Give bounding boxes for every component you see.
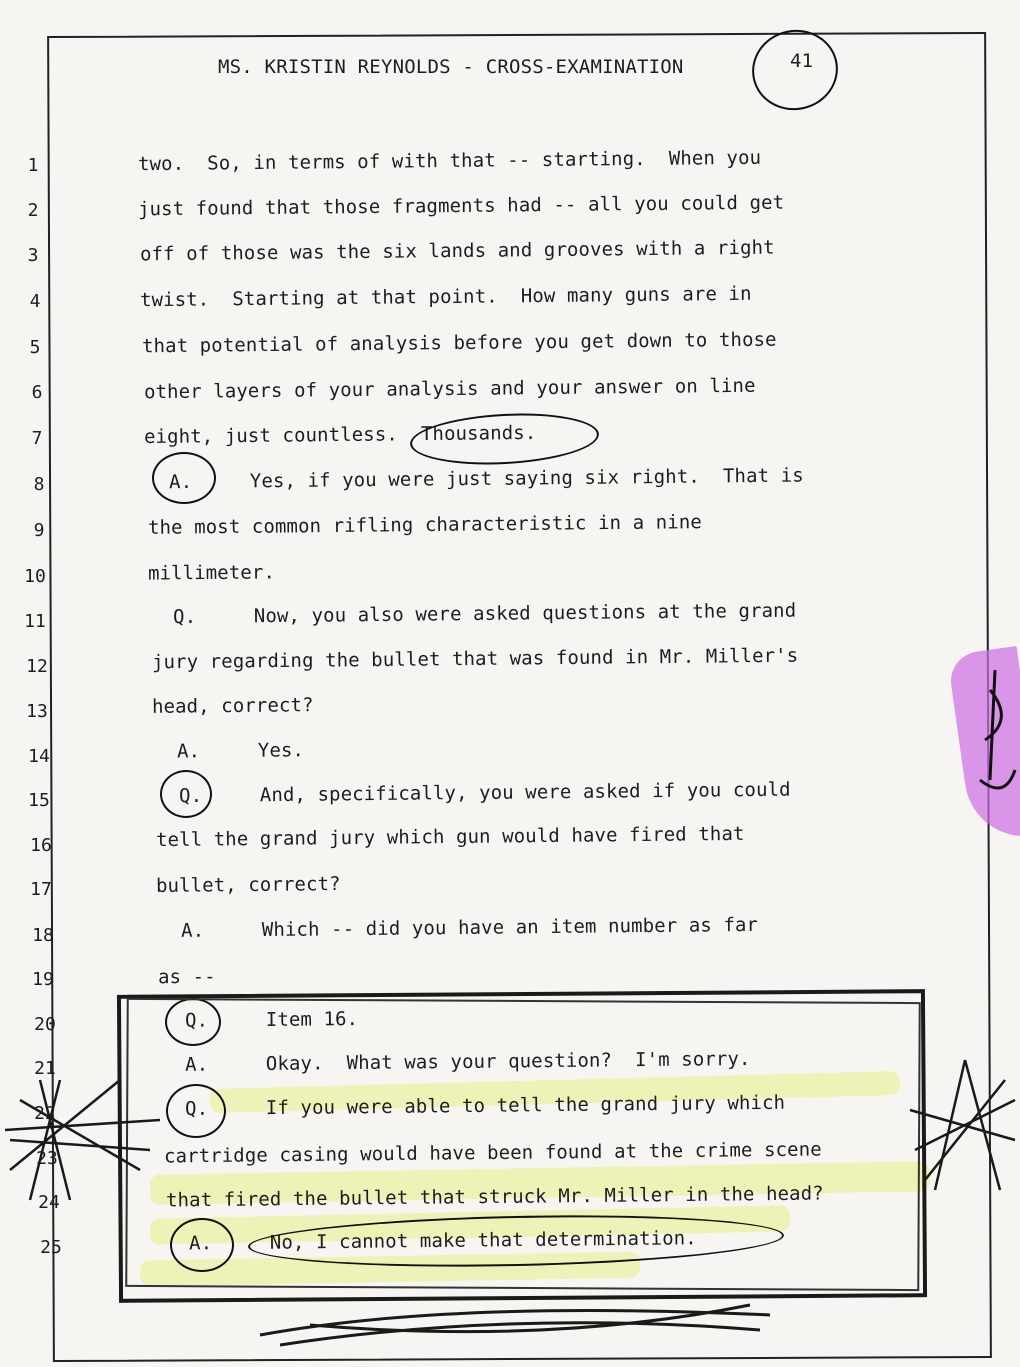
transcript-line: eight, just countless. Thousands. — [143, 421, 537, 449]
left-star-scribble — [0, 1060, 170, 1210]
line-number: 11 — [24, 611, 46, 632]
transcript-line: the most common rifling characteristic in a nine — [147, 511, 702, 539]
transcript-line: bullet, correct? — [155, 873, 341, 897]
line-number: 20 — [34, 1014, 56, 1035]
marker-box-inner — [125, 998, 921, 1291]
line-number: 13 — [26, 701, 48, 722]
transcript-line: head, correct? — [151, 694, 314, 718]
line-number: 16 — [30, 835, 52, 856]
transcript-line: A. Yes, if you were just saying six right. That is — [145, 464, 804, 494]
transcript-line: cartridge casing would have been found at the crime scene — [163, 1138, 822, 1168]
transcript-line: that potential of analysis before you get down to those — [141, 328, 777, 358]
transcript-line: off of those was the six lands and grooves with a right — [139, 236, 775, 266]
line-number: 12 — [26, 656, 48, 677]
line-number: 23 — [36, 1148, 58, 1169]
transcript-line: A. Which -- did you have an item number as far — [157, 913, 759, 943]
transcript-line: tell the grand jury which gun would have fired that — [155, 822, 745, 852]
line-number: 24 — [38, 1192, 60, 1213]
transcript-line: Q. If you were able to tell the grand jury which — [161, 1091, 786, 1121]
transcript-line: just found that those fragments had -- all you could get — [137, 191, 785, 221]
transcript-line: Q. And, specifically, you were asked if you could — [155, 778, 791, 808]
line-number: 25 — [40, 1237, 62, 1258]
transcript-line: twist. Starting at that point. How many guns are in — [139, 282, 752, 312]
transcript-line: that fired the bullet that struck Mr. Miller in the head? — [165, 1182, 824, 1212]
transcript-line: Q. Item 16. — [161, 1007, 359, 1033]
line-number: 21 — [34, 1058, 56, 1079]
line-number: 10 — [24, 566, 46, 587]
speaker-circle-mark — [152, 452, 216, 504]
transcript-line: A. No, I cannot make that determination. — [165, 1227, 697, 1255]
line-number: 15 — [28, 790, 50, 811]
line-number: 6 — [31, 382, 43, 403]
line-number: 5 — [29, 337, 41, 358]
line-number: 2 — [27, 200, 39, 221]
line-number: 22 — [34, 1103, 56, 1124]
right-margin-scribble — [975, 660, 1020, 810]
line-number: 1 — [27, 155, 39, 176]
line-number: 7 — [31, 428, 43, 449]
right-star-scribble — [905, 1050, 1020, 1200]
transcript-line: as -- — [157, 965, 216, 989]
transcript-line: other layers of your analysis and your answer on line — [143, 374, 756, 404]
line-number: 18 — [32, 925, 54, 946]
transcript-line: millimeter. — [147, 561, 276, 585]
line-number: 19 — [32, 969, 54, 990]
line-number: 4 — [29, 291, 41, 312]
header-title: MS. KRISTIN REYNOLDS - CROSS-EXAMINATION — [218, 56, 684, 78]
line-number: 14 — [28, 746, 50, 767]
line-number: 17 — [30, 879, 52, 900]
bottom-scribble — [250, 1295, 790, 1355]
transcript-line: two. So, in terms of with that -- starting. When you — [137, 146, 762, 176]
line-number: 8 — [33, 474, 45, 495]
speaker-circle-mark — [160, 770, 212, 818]
page-number: 41 — [790, 50, 814, 72]
transcript-line: A. Okay. What was your question? I'm sorry. — [161, 1047, 751, 1077]
line-number: 9 — [33, 520, 45, 541]
transcript-line: Q. Now, you also were asked questions at the grand — [149, 599, 797, 629]
transcript-line: jury regarding the bullet that was found in Mr. Miller's — [151, 644, 799, 674]
transcript-line: A. Yes. — [153, 739, 305, 763]
line-number: 3 — [27, 245, 39, 266]
